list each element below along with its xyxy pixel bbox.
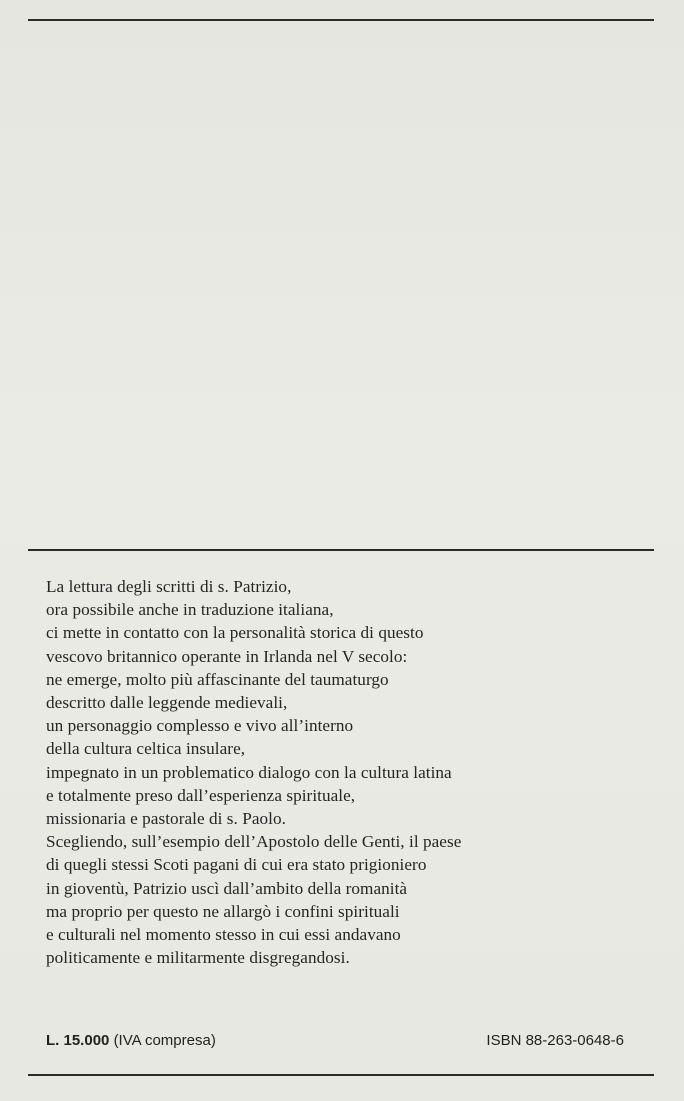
price-note: (IVA compresa)	[113, 1032, 216, 1049]
blurb-line: Scegliendo, sull’esempio dell’Apostolo delle Genti, il paese	[46, 832, 462, 852]
top-rule	[28, 19, 654, 21]
blurb-line: e totalmente preso dall’esperienza spirituale,	[46, 785, 356, 805]
blurb-line: ora possibile anche in traduzione italiana,	[46, 600, 334, 620]
middle-rule	[28, 549, 654, 551]
blurb-line: vescovo britannico operante in Irlanda nel V secolo:	[46, 646, 408, 666]
blurb-line: missionaria e pastorale di s. Paolo.	[46, 809, 286, 829]
blurb-line: ma proprio per questo ne allargò i confini spirituali	[46, 901, 400, 921]
price	[46, 1032, 216, 1049]
blurb-line: di quegli stessi Scoti pagani di cui era stato prigioniero	[46, 855, 427, 875]
blurb-line: in gioventù, Patrizio uscì dall’ambito della romanità	[46, 878, 408, 898]
bottom-rule	[28, 1074, 654, 1076]
blurb-line: descritto dalle leggende medievali,	[46, 693, 288, 713]
blurb-line: ci mette in contatto con la personalità storica di questo	[46, 623, 424, 643]
blurb-text	[46, 575, 666, 969]
blurb-line: impegnato in un problematico dialogo con la cultura latina	[46, 762, 452, 782]
blurb-line: La lettura degli scritti di s. Patrizio,	[46, 577, 292, 596]
blurb-line: e culturali nel momento stesso in cui essi andavano	[46, 925, 401, 945]
blurb-line: un personaggio complesso e vivo all’interno	[46, 716, 354, 736]
blurb-line: politicamente e militarmente disgregandosi.	[46, 948, 350, 968]
price-amount: L. 15.000	[46, 1032, 110, 1049]
blurb-line: ne emerge, molto più affascinante del taumaturgo	[46, 669, 389, 689]
isbn: ISBN 88-263-0648-6	[486, 1032, 624, 1049]
blurb-line: della cultura celtica insulare,	[46, 739, 246, 759]
